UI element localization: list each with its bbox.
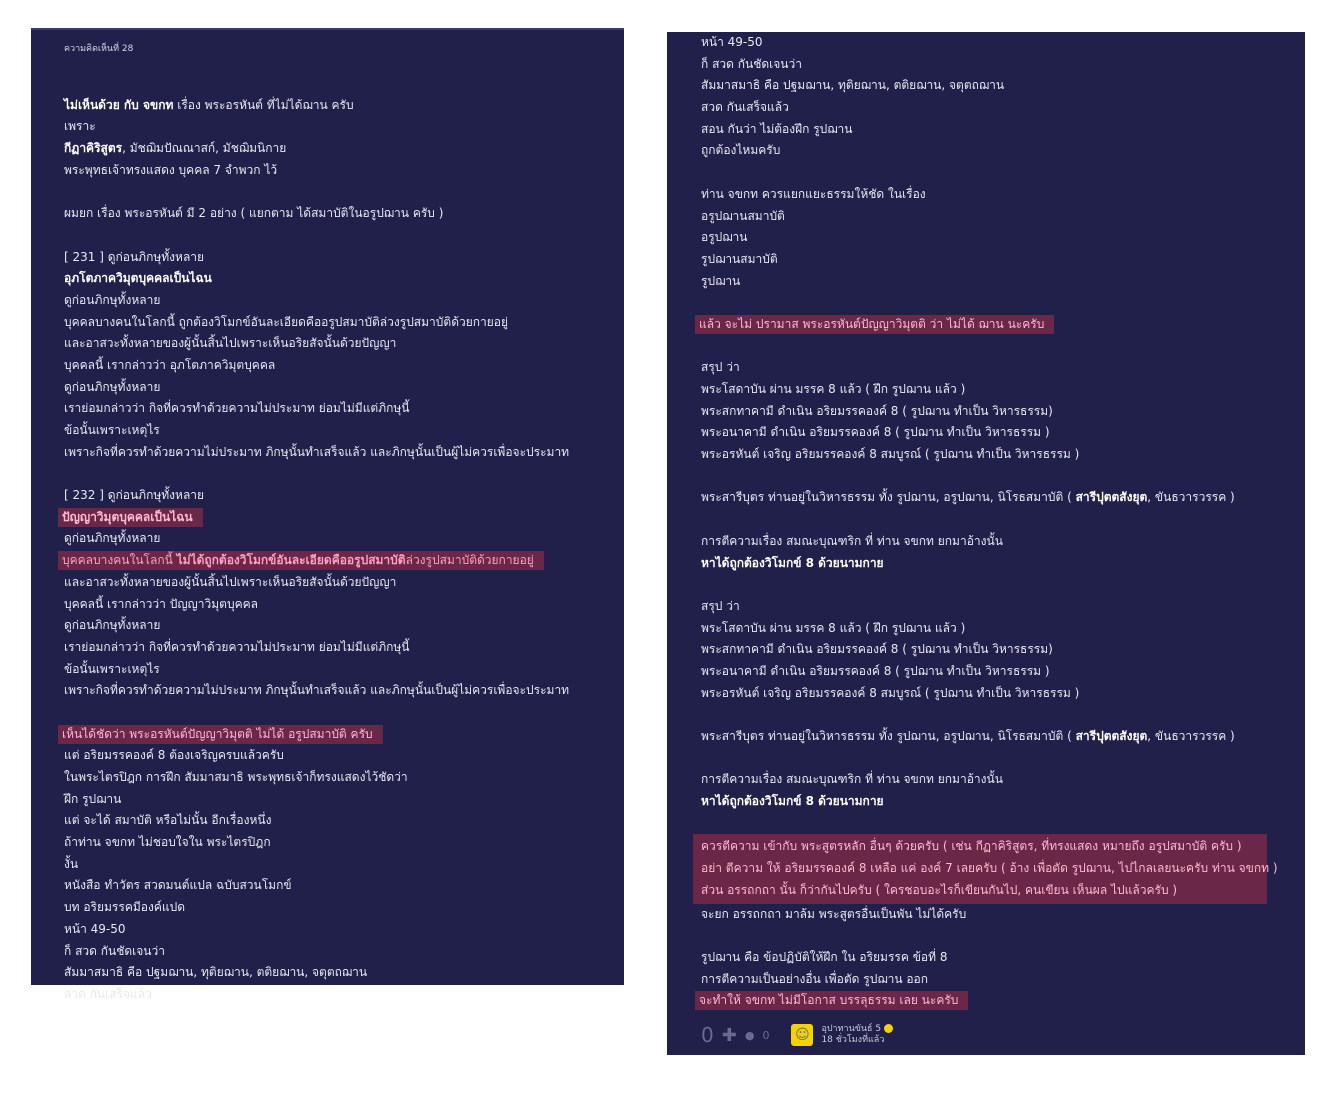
text-segment: การตีความเรื่อง สมณะบุณฑริก ที่ ท่าน จขกท ยกมาอ้างนั้น [701,772,1003,787]
text-line [64,789,624,811]
text-segment: สัมมาสมาธิ คือ ปฐมฌาน, ทุติยฌาน, ตติยฌาน, จตุตถฌาน [701,78,1005,93]
text-line [64,875,624,897]
text-segment: บุคคลบางคนในโลกนี้ [62,553,177,568]
text-line [701,444,1305,466]
text-segment: หน้า 49-50 [64,921,126,936]
bold-text: ไม่ได้ถูกต้องวิโมกข์อันละเอียดคืออรูปสมาบัติ [176,553,406,568]
text-line [64,442,624,464]
text-line [64,550,624,572]
text-segment: และอาสวะทั้งหลายของผู้นั้นสิ้นไปเพราะเห็นอริยสัจนั้นด้วยปัญญา [64,574,397,589]
text-segment: ดูก่อนภิกษุทั้งหลาย [64,531,161,546]
text-segment: สัมมาสมาธิ คือ ปฐมฌาน, ทุติยฌาน, ตติยฌาน, จตุตถฌาน [64,965,368,980]
username-link[interactable]: อุปาทานขันธ์ 5 [821,1024,882,1034]
bold-text: หาได้ถูกต้องวิโมกข์ 8 ด้วยนามกาย [701,555,884,570]
text-segment: ข้อนั้นเพราะเหตุไร [64,661,160,676]
text-segment: การตีความเรื่อง สมณะบุณฑริก ที่ ท่าน จขกท ยกมาอ้างนั้น [701,533,1003,548]
text-line [64,897,624,919]
text-segment: เราย่อมกล่าวว่า กิจที่ควรทำด้วยความไม่ประมาท ย่อมไม่มีแต่ภิกษุนี้ [64,401,410,416]
text-segment: พระสกทาคามี ดำเนิน อริยมรรคองค์ 8 ( รูปฌาน ทำเป็น วิหารธรรม) [701,642,1053,657]
text-segment: พระพุทธเจ้าทรงแสดง บุคคล 7 จำพวก ไว้ [64,162,278,177]
blank-line [64,225,624,247]
text-line [701,379,1305,401]
comment-left-panel [31,28,624,1001]
text-segment: พระอนาคามี ดำเนิน อริยมรรคองค์ 8 ( รูปฌาน ทำเป็น วิหารธรรม ) [701,663,1050,678]
blank-line [701,509,1305,531]
comment-footer [701,1023,893,1047]
text-segment: หน้า 49-50 [701,35,763,49]
text-line [64,398,624,420]
text-line [64,984,624,1006]
text-segment: พระอรหันต์ เจริญ อริยมรรคองค์ 8 สมบูรณ์ ( รูปฌาน ทำเป็น วิหารธรรม ) [701,447,1080,462]
text-segment: เพราะ [64,119,96,134]
comment-right-panel [667,32,1305,1055]
text-segment: , มัชฌิมปัณณาสก์, มัชฌิมนิกาย [122,141,287,156]
post-time: 18 ชั่วโมงที่แล้ว [821,1035,885,1045]
text-segment: เรื่อง พระอรหันต์ ที่ไม่ได้ฌาน ครับ [173,97,354,112]
text-line [64,962,624,984]
text-line [64,268,624,290]
text-segment: แต่ อริยมรรคองค์ 8 ต้องเจริญครบแล้วครับ [64,748,284,763]
text-line [701,206,1305,228]
text-line [64,203,624,225]
text-segment: ก็ สวด กันชัดเจนว่า [64,943,165,958]
bold-text: กีฏาคิริสูตร [64,141,123,156]
text-line [701,487,1305,509]
text-line [64,116,624,138]
text-segment: ถ้าท่าน จขกท ไม่ชอบใจใน พระไตรปิฎก [64,835,271,850]
highlighted-text-line: ควรตีความ เข้ากับ พระสูตรหลัก อื่นๆ ด้วยครับ ( เช่น กีฏาคิริสูตร, ที่ทรงแสดง หมายถึง อรูปสมาบัติ ครับ ) [701,839,1242,854]
text-segment: พระอรหันต์ เจริญ อริยมรรคองค์ 8 สมบูรณ์ ( รูปฌาน ทำเป็น วิหารธรรม ) [701,685,1080,700]
text-line [701,227,1305,249]
text-segment: อรูปฌาน [701,230,748,245]
text-line [64,941,624,963]
text-line [701,947,1305,969]
text-line [64,637,624,659]
text-line [701,531,1305,553]
blank-line [701,162,1305,184]
text-line [64,312,624,334]
text-segment: จะยก อรรถกถา มาล้ม พระสูตรอื่นเป็นพัน ไม่ได้ครับ [701,906,967,921]
text-line [64,420,624,442]
highlighted-text-line: ส่วน อรรถกถา นั้น ก็ว่ากันไปครับ ( ใครชอบอะไรก็เขียนกันไป, คนเขียน เห็นผล ไปแล้วครับ ) [701,882,1178,897]
highlighted-text: จะทำให้ จขกท ไม่มีโอกาส บรรลุธรรม เลย นะครับ [695,991,968,1010]
text-line [64,680,624,702]
text-line [64,528,624,550]
text-line [701,683,1305,705]
text-line [701,75,1305,97]
user-meta [821,1024,893,1046]
avatar[interactable]: ☺ [791,1024,813,1046]
text-line [64,507,624,529]
text-line [64,724,624,746]
text-line [701,618,1305,640]
highlighted-text-line: อย่า ตีความ ให้ อริยมรรคองค์ 8 เหลือ แค่ องค์ 7 เลยครับ ( อ้าง เพื่อตัด รูปฌาน, ไปไกลเลยนะครับ ท่าน จขกท ) [701,861,1278,876]
text-segment: พระโสดาบัน ผ่าน มรรค 8 แล้ว ( ฝึก รูปฌาน แล้ว ) [701,620,966,635]
text-segment: หนังสือ ทำวัตร สวดมนต์แปล ฉบับสวนโมกข์ [64,878,292,893]
text-segment: ผมยก เรื่อง พระอรหันต์ มี 2 อย่าง ( แยกตาม ได้สมาบัติในอรูปฌาน ครับ ) [64,206,444,221]
comment-body-left [64,73,624,1006]
text-segment: รูปฌานสมาบัติ [701,251,778,266]
blank-line [701,292,1305,314]
blank-line [701,336,1305,358]
text-line [64,138,624,160]
text-segment: และอาสวะทั้งหลายของผู้นั้นสิ้นไปเพราะเห็นอริยสัจนั้นด้วยปัญญา [64,336,397,351]
highlighted-text: เห็นได้ชัดว่า พระอรหันต์ปัญญาวิมุตติ ไม่ได้ อรูปสมาบัติ ครับ [58,725,383,744]
text-segment: รูปฌาน คือ ข้อปฏิบัติให้ฝึก ใน อริยมรรค ข้อที่ 8 [701,949,948,964]
text-segment: [ 232 ] ดูก่อนภิกษุทั้งหลาย [64,488,205,503]
text-line [701,969,1305,991]
bold-text: อุภโตภาควิมุตบุคคลเป็นไฉน [64,271,212,286]
text-line [701,769,1305,791]
text-segment: ในพระไตรปิฎก การฝึก สัมมาสมาธิ พระพุทธเจ้าก็ทรงแสดงไว้ชัดว่า [64,770,408,784]
text-line [701,97,1305,119]
text-segment: พระสารีบุตร ท่านอยู่ในวิหารธรรม ทั้ง รูปฌาน, อรูปฌาน, นิโรธสมาบัติ ( [701,490,1076,505]
text-line [64,832,624,854]
text-line [701,119,1305,141]
text-line [701,596,1305,618]
bold-text: ไม่เห็นด้วย กับ จขกท [64,97,174,112]
blank-line [701,925,1305,947]
text-segment: เพราะกิจที่ควรทำด้วยความไม่ประมาท ภิกษุนั้นทำเสร็จแล้ว และภิกษุนั้นเป็นผู้ไม่ควรเพื่อจะประมาท [64,444,570,459]
text-line [64,160,624,182]
text-line [701,904,1305,926]
text-segment: สรุป ว่า [701,360,740,375]
text-line [64,247,624,269]
text-segment: , ขันธวารวรรค ) [1147,490,1235,505]
text-line [64,333,624,355]
text-segment: ดูก่อนภิกษุทั้งหลาย [64,292,161,307]
text-segment: พระอนาคามี ดำเนิน อริยมรรคองค์ 8 ( รูปฌาน ทำเป็น วิหารธรรม ) [701,425,1050,440]
text-segment: สรุป ว่า [701,598,740,613]
text-line [701,726,1305,748]
text-line [701,357,1305,379]
plus-icon[interactable]: ✚ [721,1024,737,1046]
blank-line [701,748,1305,770]
text-segment: ข้อนั้นเพราะเหตุไร [64,423,160,437]
text-line [64,572,624,594]
text-line [701,184,1305,206]
text-segment: , ขันธวารวรรค ) [1147,729,1235,743]
text-segment: แต่ จะได้ สมาบัติ หรือไม่นั้น อีกเรื่องหนึ่ง [64,813,272,828]
text-segment: ดูก่อนภิกษุทั้งหลาย [64,379,161,394]
text-line [64,290,624,312]
blank-line [64,73,624,95]
text-line [701,661,1305,683]
text-line [701,990,1305,1012]
text-line [64,767,624,789]
text-segment: ฝึก รูปฌาน [64,791,122,806]
blank-line [701,574,1305,596]
text-segment: ก็ สวด กันชัดเจนว่า [701,56,802,71]
blank-line [64,181,624,203]
text-segment: พระสารีบุตร ท่านอยู่ในวิหารธรรม ทั้ง รูปฌาน, อรูปฌาน, นิโรธสมาบัติ ( [701,729,1076,743]
blank-line [64,702,624,724]
blank-line [701,704,1305,726]
text-line [64,854,624,876]
text-segment: งั้น [64,856,79,871]
text-segment: รูปฌาน [701,273,741,288]
text-line [64,485,624,507]
text-segment: [ 231 ] ดูก่อนภิกษุทั้งหลาย [64,249,205,264]
text-segment: ถูกต้องไหมครับ [701,143,781,158]
member-badge-icon [884,1024,893,1033]
text-segment: ล่วงรูปสมาบัติด้วยกายอยู่ [405,553,534,568]
text-segment: อรูปฌานสมาบัติ [701,208,785,223]
text-line [701,249,1305,271]
text-segment: พระโสดาบัน ผ่าน มรรค 8 แล้ว ( ฝึก รูปฌาน แล้ว ) [701,382,966,396]
text-line [701,639,1305,661]
bold-text: หาได้ถูกต้องวิโมกข์ 8 ด้วยนามกาย [701,794,884,809]
text-line [64,919,624,941]
vote-count[interactable]: 0 [701,1023,714,1047]
text-segment: เพราะกิจที่ควรทำด้วยความไม่ประมาท ภิกษุนั้นทำเสร็จแล้ว และภิกษุนั้นเป็นผู้ไม่ควรเพื่อจะประมาท [64,683,570,698]
text-segment: สวด กันเสร็จแล้ว [701,100,789,115]
emotion-icon[interactable]: ● [744,1028,755,1042]
bold-text: สารีปุตตสังยุต [1075,729,1148,743]
text-line [64,377,624,399]
text-segment: สวด กันเสร็จแล้ว [64,986,152,1001]
text-line [64,95,624,117]
emotion-count: 0 [762,1028,770,1042]
text-segment: การตีความเป็นอย่างอื่น เพื่อตัด รูปฌาน ออก [701,971,929,986]
text-line [64,745,624,767]
text-line [701,140,1305,162]
text-line [64,355,624,377]
text-segment: บท อริยมรรคมีองค์แปด [64,900,186,915]
blank-line [64,463,624,485]
text-line [64,615,624,637]
highlighted-text: ปัญญาวิมุตบุคคลเป็นไฉน [58,508,203,527]
text-segment: บุคคลบางคนในโลกนี้ ถูกต้องวิโมกข์อันละเอียดคืออรูปสมาบัติล่วงรูปสมาบัติด้วยกายอยู่ [64,314,509,329]
text-segment: ดูก่อนภิกษุทั้งหลาย [64,618,161,633]
comment-body-right [701,32,1305,1012]
text-segment: เราย่อมกล่าวว่า กิจที่ควรทำด้วยความไม่ประมาท ย่อมไม่มีแต่ภิกษุนี้ [64,639,410,654]
text-line [701,553,1305,575]
blank-line [701,813,1305,835]
text-line [701,401,1305,423]
text-line [701,314,1305,336]
text-line [701,422,1305,444]
text-line [701,54,1305,76]
text-line [64,594,624,616]
bold-text: สารีปุตตสังยุต [1075,490,1148,505]
text-line [64,659,624,681]
text-segment: พระสกทาคามี ดำเนิน อริยมรรคองค์ 8 ( รูปฌาน ทำเป็น วิหารธรรม) [701,403,1053,418]
highlighted-block [693,834,1278,903]
text-line [64,810,624,832]
blank-line [701,466,1305,488]
text-line [701,791,1305,813]
highlighted-text: แล้ว จะไม่ ปรามาส พระอรหันต์ปัญญาวิมุตติ ว่า ไม่ได้ ฌาน นะครับ [695,315,1054,334]
text-segment: บุคคลนี้ เรากล่าวว่า อุภโตภาควิมุตบุคคล [64,357,276,372]
comment-number-header: ความคิดเห็นที่ 28 [64,44,134,54]
text-segment: ท่าน จขกท ควรแยกแยะธรรมให้ชัด ในเรื่อง [701,186,926,201]
text-segment: บุคคลนี้ เรากล่าวว่า ปัญญาวิมุตบุคคล [64,596,258,611]
text-line [701,32,1305,54]
text-line [701,271,1305,293]
text-segment: สอน กันว่า ไม่ต้องฝึก รูปฌาน [701,121,853,136]
